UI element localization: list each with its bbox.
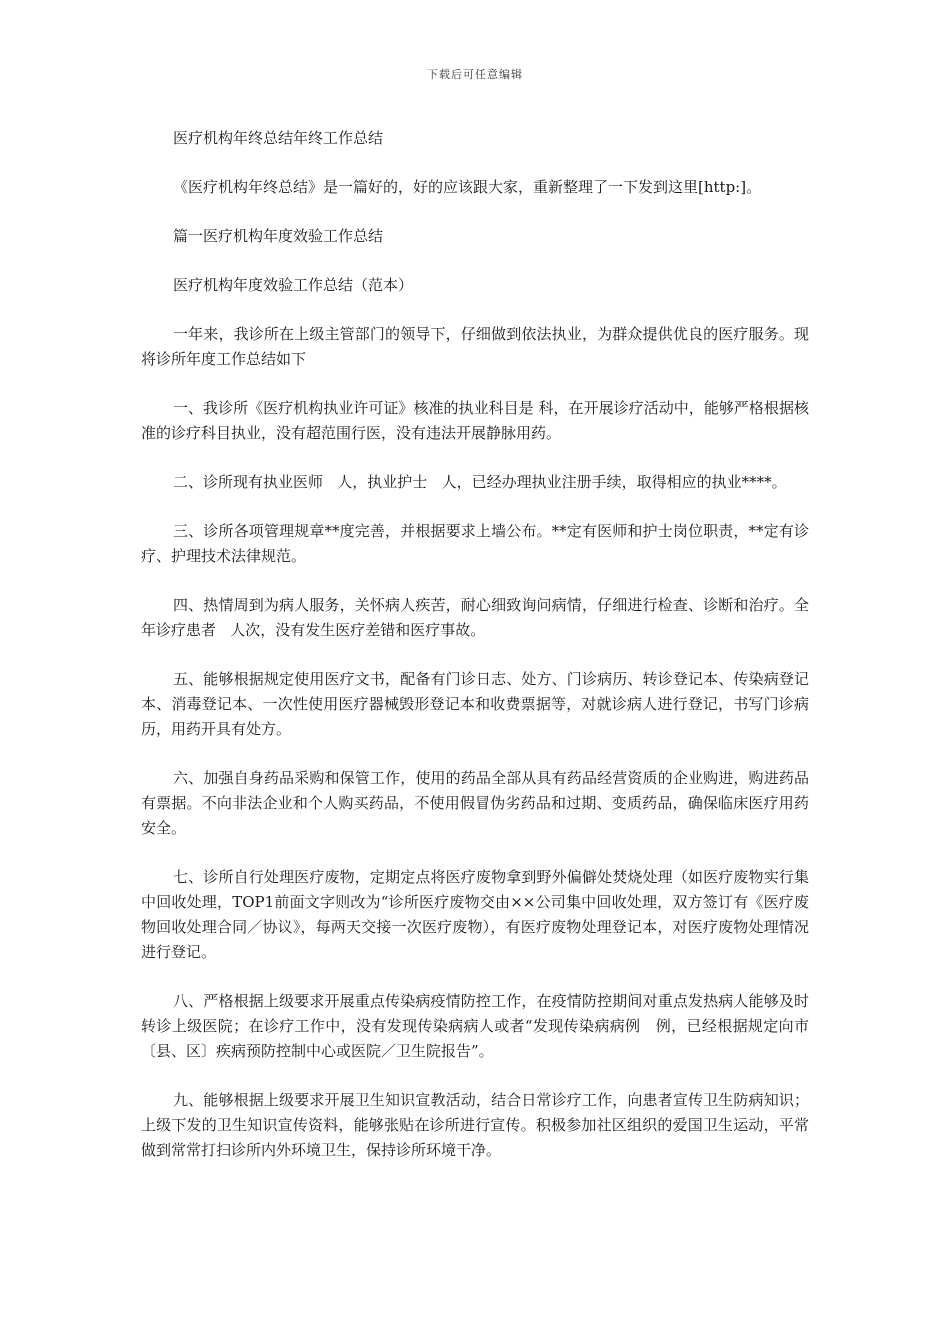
section-heading: 篇一医疗机构年度效验工作总结 [173, 227, 384, 245]
item-paragraph-8: 八、严格根据上级要求开展重点传染病疫情防控工作，在疫情防控期间对重点发热病人能够及时转诊上级医院；在诊疗工作中，没有发现传染病病人或者“发现传染病病例 例，已经根据规定向市〔县、区〕疾病预防控制中心或医院／卫生院报告”。 [141, 992, 809, 1060]
page-header: 下载后可任意编辑 [427, 68, 523, 81]
item-paragraph-1: 一、我诊所《医疗机构执业许可证》核准的执业科目是 科，在开展诊疗活动中，能够严格根据核准的诊疗科目执业，没有超范围行医，没有违法开展静脉用药。 [141, 399, 809, 442]
item-paragraph-6: 六、加强自身药品采购和保管工作，使用的药品全部从具有药品经营资质的企业购进，购进药品有票据。不向非法企业和个人购买药品，不使用假冒伪劣药品和过期、变质药品，确保临床医疗用药安全。 [141, 769, 809, 837]
intro-paragraph: 《医疗机构年终总结》是一篇好的，好的应该跟大家，重新整理了一下发到这里[http:]。 [173, 178, 762, 196]
subsection-heading: 医疗机构年度效验工作总结（范本） [173, 276, 414, 294]
document-title: 医疗机构年终总结年终工作总结 [173, 129, 384, 147]
item-paragraph-3: 三、诊所各项管理规章**度完善，并根据要求上墙公布。**定有医师和护士岗位职责，**定有诊疗、护理技术法律规范。 [141, 522, 809, 565]
item-paragraph-4: 四、热情周到为病人服务，关怀病人疾苦，耐心细致询问病情，仔细进行检查、诊断和治疗。全年诊疗患者 人次，没有发生医疗差错和医疗事故。 [141, 596, 809, 639]
summary-paragraph: 一年来，我诊所在上级主管部门的领导下，仔细做到依法执业，为群众提供优良的医疗服务。现将诊所年度工作总结如下 [141, 325, 809, 368]
document-body [141, 126, 809, 1187]
item-paragraph-7: 七、诊所自行处理医疗废物，定期定点将医疗废物拿到野外偏僻处焚烧处理（如医疗废物实行集中回收处理，TOP1前面文字则改为“诊所医疗废物交由××公司集中回收处理，双方签订有《医疗废物回收处理合同／协议》，每两天交接一次医疗废物），有医疗废物处理登记本，对医疗废物处理情况进行登记。 [141, 868, 809, 961]
item-paragraph-9: 九、能够根据上级要求开展卫生知识宣教活动，结合日常诊疗工作，向患者宣传卫生防病知识；上级下发的卫生知识宣传资料，能够张贴在诊所进行宣传。积极参加社区组织的爱国卫生运动，平常做到常常打扫诊所内外环境卫生，保持诊所环境干净。 [141, 1091, 809, 1159]
item-paragraph-5: 五、能够根据规定使用医疗文书，配备有门诊日志、处方、门诊病历、转诊登记本、传染病登记本、消毒登记本、一次性使用医疗器械毁形登记本和收费票据等，对就诊病人进行登记，书写门诊病历，用药开具有处方。 [141, 670, 809, 738]
item-paragraph-2: 二、诊所现有执业医师 人，执业护士 人，已经办理执业注册手续，取得相应的执业****。 [173, 473, 787, 491]
